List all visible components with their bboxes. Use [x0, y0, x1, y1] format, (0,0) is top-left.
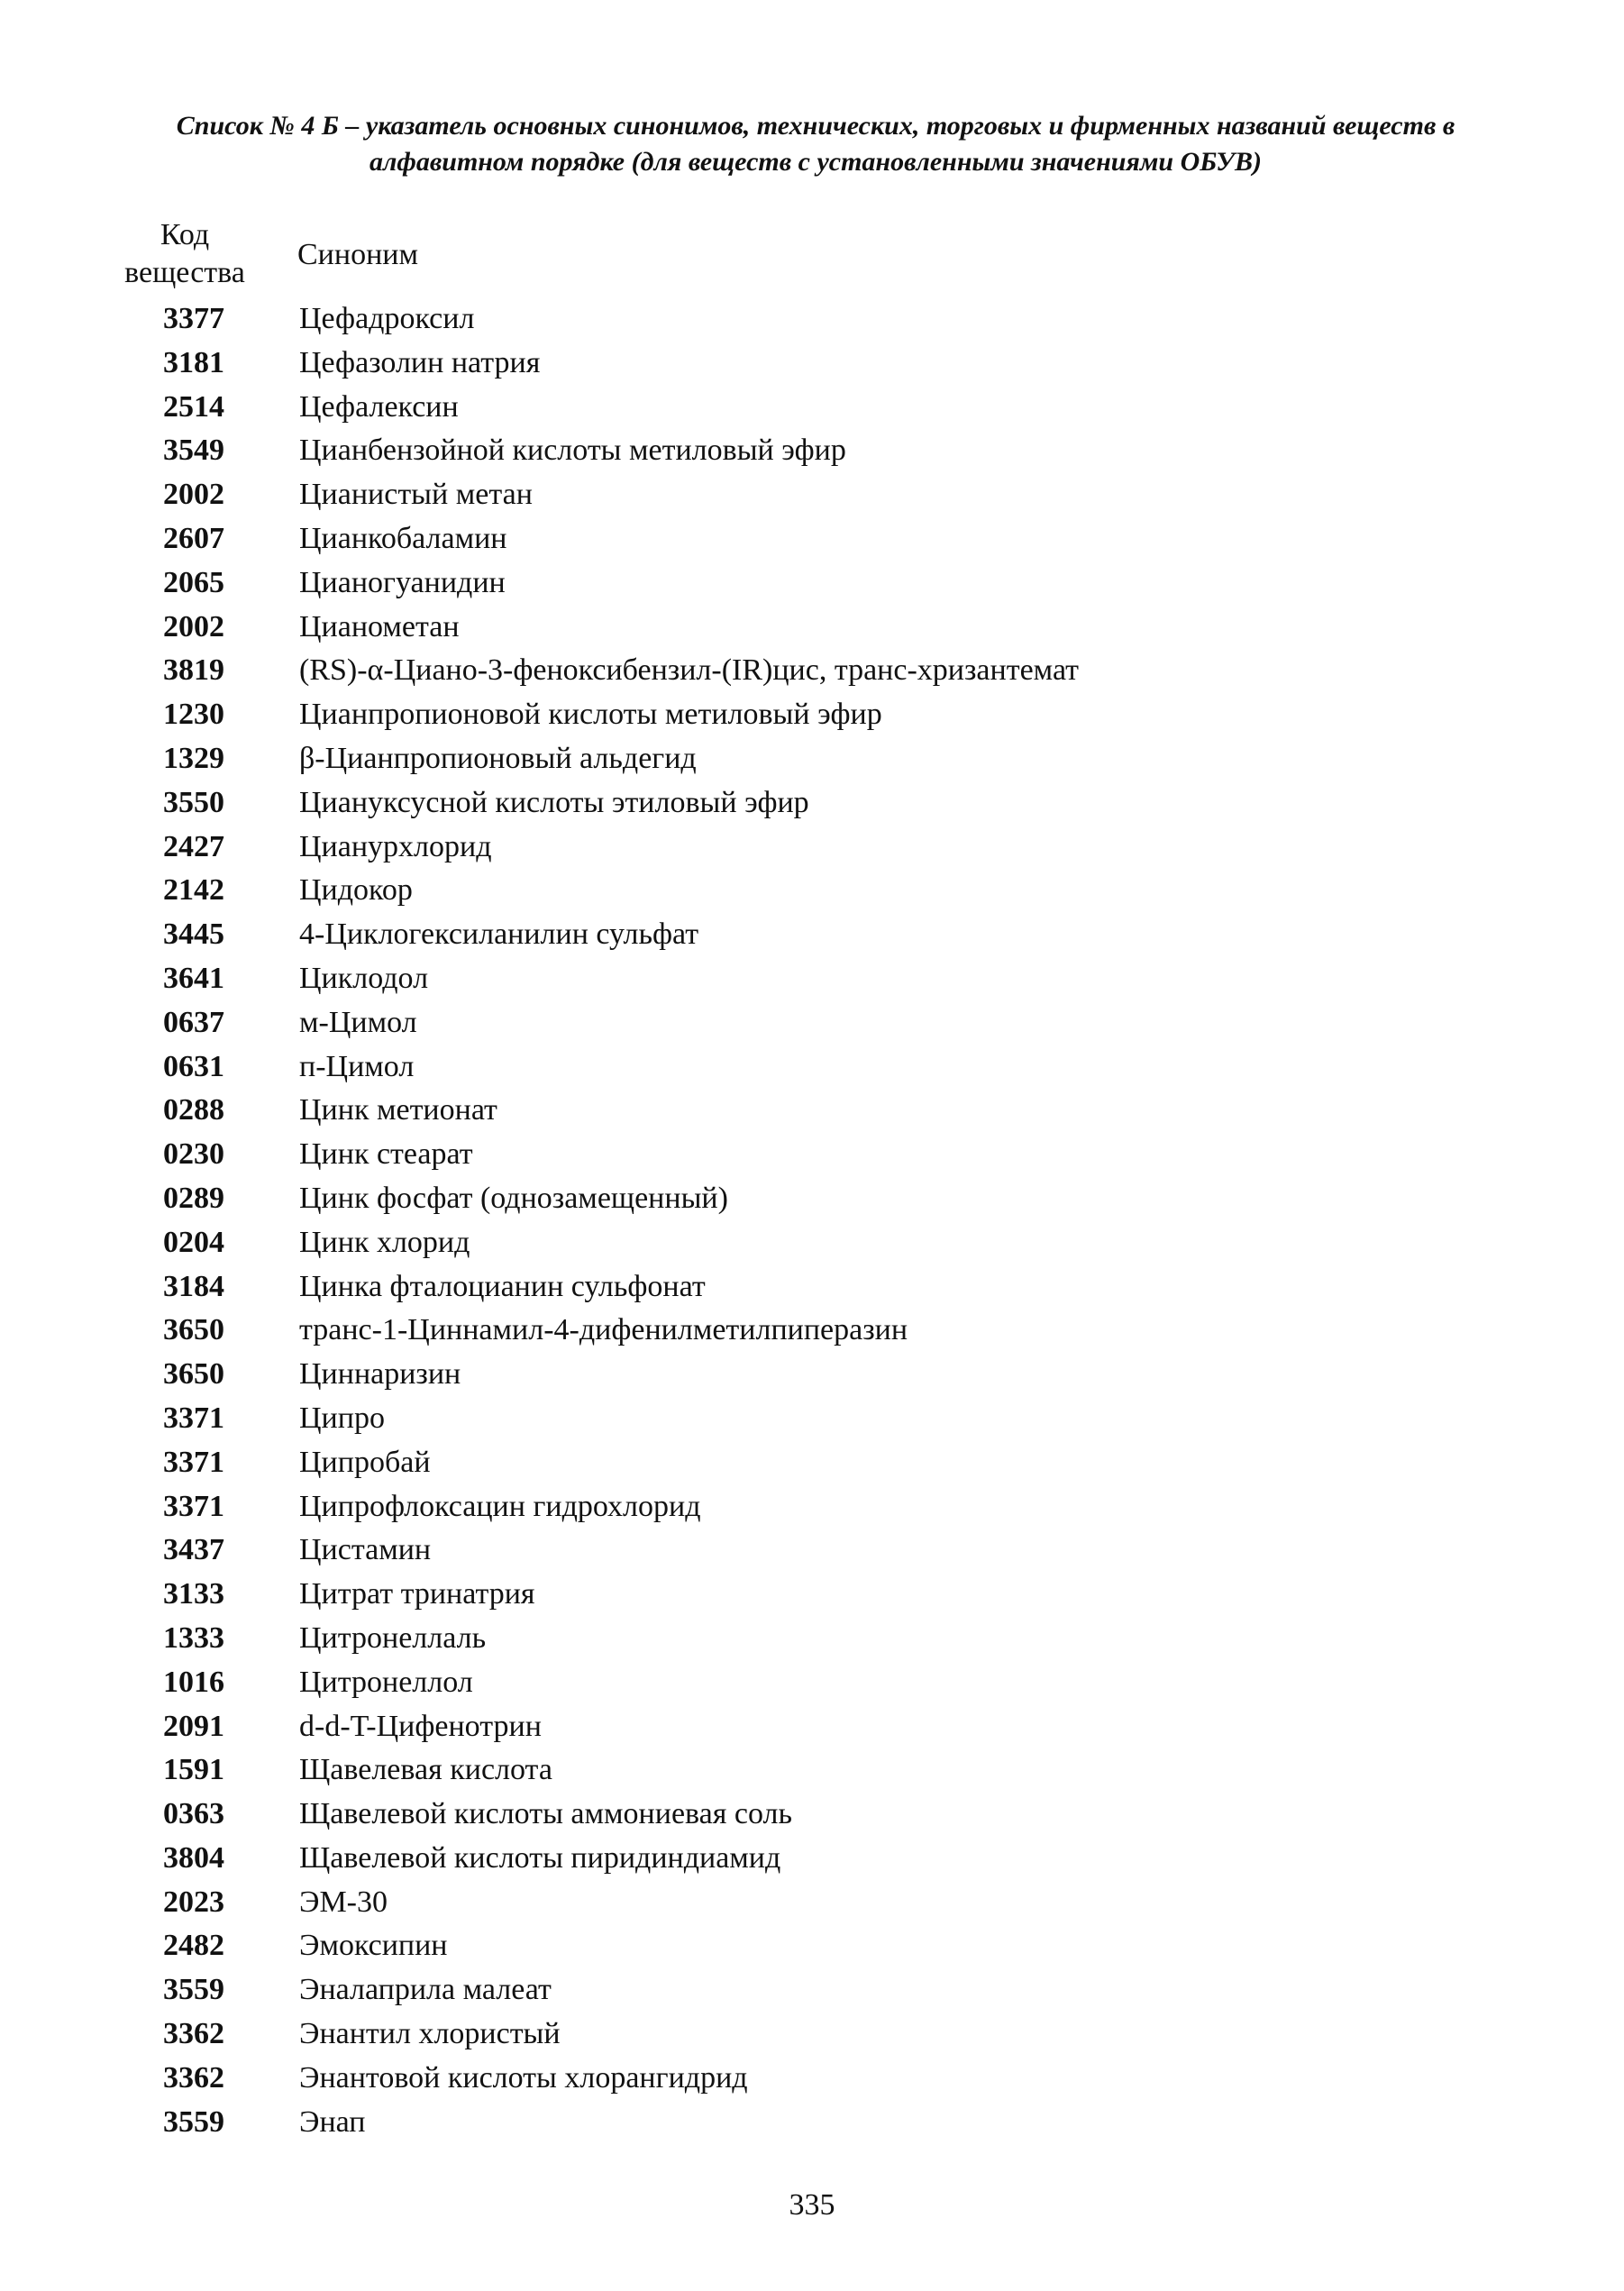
substance-code: 2427 — [163, 829, 224, 863]
synonym-name: м-Цимол — [299, 1005, 417, 1039]
substance-code: 3437 — [163, 1533, 224, 1567]
synonym-name: Щавелевая кислота — [299, 1753, 552, 1787]
synonym-name: (RS)-α-Циано-3-феноксибензил-(IR)цис, транс-хризантемат — [299, 653, 1080, 688]
table-row — [0, 1089, 1624, 1133]
synonym-name: Цидокор — [299, 873, 413, 908]
table-row — [0, 1265, 1624, 1310]
substance-code: 0204 — [163, 1225, 224, 1259]
column-header-code-line2: вещества — [124, 256, 245, 289]
synonym-name: Цистамин — [299, 1533, 432, 1567]
synonym-name: Эмоксипин — [299, 1929, 448, 1963]
table-row — [0, 1221, 1624, 1265]
table-row — [0, 2057, 1624, 2101]
table-row — [0, 1705, 1624, 1749]
synonym-name: Цианурхлорид — [299, 829, 492, 863]
table-row — [0, 1573, 1624, 1617]
table-row — [0, 826, 1624, 870]
table-row — [0, 2101, 1624, 2145]
table-row — [0, 1045, 1624, 1090]
table-row — [0, 2013, 1624, 2057]
synonym-name: Цинк хлорид — [299, 1225, 470, 1259]
synonym-name: транс-1-Циннамил-4-дифенилметилпиперазин — [299, 1313, 908, 1347]
table-row — [0, 297, 1624, 342]
table-row — [0, 561, 1624, 606]
substance-code: 3377 — [163, 302, 224, 335]
synonym-name: Энап — [299, 2104, 366, 2139]
synonym-name: β-Цианпропионовый альдегид — [299, 741, 697, 775]
synonym-name: п-Цимол — [299, 1049, 415, 1083]
substance-code: 3641 — [163, 961, 224, 995]
substance-code: 1329 — [163, 741, 224, 775]
table-row — [0, 473, 1624, 517]
table-row — [0, 1353, 1624, 1397]
substance-code: 3362 — [163, 2060, 224, 2095]
table-row — [0, 517, 1624, 561]
substance-code: 3133 — [163, 1577, 224, 1611]
table-row — [0, 1485, 1624, 1529]
substance-code: 3184 — [163, 1269, 224, 1303]
substance-code: 0631 — [163, 1049, 224, 1083]
substance-code: 3371 — [163, 1401, 224, 1435]
substance-code: 3804 — [163, 1840, 224, 1875]
table-row — [0, 1837, 1624, 1881]
table-row — [0, 869, 1624, 913]
substance-code: 2002 — [163, 478, 224, 512]
synonym-name: Цианпропионовой кислоты метиловый эфир — [299, 698, 882, 732]
synonym-name: Цинка фталоцианин сульфонат — [299, 1269, 706, 1303]
table-row — [0, 1177, 1624, 1221]
substance-code: 3559 — [163, 1973, 224, 2007]
synonym-name: Цитронеллаль — [299, 1620, 487, 1655]
substance-code: 2607 — [163, 521, 224, 555]
substance-code: 2514 — [163, 389, 224, 424]
synonym-name: Цефадроксил — [299, 302, 475, 335]
table-row — [0, 693, 1624, 737]
substance-code: 3549 — [163, 434, 224, 468]
substance-code: 2091 — [163, 1709, 224, 1743]
table-row — [0, 1881, 1624, 1925]
substance-code: 3550 — [163, 785, 224, 819]
substance-code: 3559 — [163, 2104, 224, 2139]
table-row — [0, 1617, 1624, 1661]
synonym-name: Цианистый метан — [299, 478, 533, 512]
table-row — [0, 1924, 1624, 1968]
substance-code: 0363 — [163, 1797, 224, 1831]
table-row — [0, 913, 1624, 957]
column-header-code-line1: Код — [160, 218, 210, 251]
table-row — [0, 606, 1624, 650]
table-row — [0, 1397, 1624, 1441]
synonym-name: 4-Циклогексиланилин сульфат — [299, 917, 699, 952]
synonym-name: ЭМ-30 — [299, 1885, 388, 1919]
substance-code: 0289 — [163, 1181, 224, 1215]
synonym-name: Энантовой кислоты хлорангидрид — [299, 2060, 748, 2095]
synonym-name: Циннаризин — [299, 1357, 461, 1392]
list-heading-line2: алфавитном порядке (для веществ с установленными значениями ОБУВ) — [369, 147, 1262, 177]
substance-code: 1230 — [163, 698, 224, 732]
table-row — [0, 1968, 1624, 2013]
synonym-name: Циклодол — [299, 961, 429, 995]
table-row — [0, 1661, 1624, 1705]
synonym-name: Цинк метионат — [299, 1093, 497, 1127]
synonym-name: Цефазолин натрия — [299, 345, 541, 379]
table-row — [0, 429, 1624, 473]
substance-code: 3371 — [163, 1445, 224, 1479]
synonym-name: Ципрофлоксацин гидрохлорид — [299, 1489, 701, 1523]
substance-code: 2482 — [163, 1929, 224, 1963]
synonym-name: Цинк стеарат — [299, 1137, 473, 1172]
substance-code: 3819 — [163, 653, 224, 688]
substance-code: 3362 — [163, 2017, 224, 2051]
substance-code: 1333 — [163, 1620, 224, 1655]
table-row — [0, 342, 1624, 386]
synonym-name: Эналаприла малеат — [299, 1973, 552, 2007]
synonym-name: Цинк фосфат (однозамещенный) — [299, 1181, 728, 1215]
synonym-name: Цианогуанидин — [299, 565, 506, 599]
column-header-code — [108, 216, 261, 292]
substance-code: 2023 — [163, 1885, 224, 1919]
column-header-synonym: Синоним — [297, 238, 418, 271]
table-row — [0, 1133, 1624, 1177]
synonym-name: Щавелевой кислоты аммониевая соль — [299, 1797, 792, 1831]
substance-code: 2002 — [163, 609, 224, 643]
synonym-name: Цитрат тринатрия — [299, 1577, 535, 1611]
substance-code: 3445 — [163, 917, 224, 952]
substance-code: 1016 — [163, 1665, 224, 1699]
substance-code: 3181 — [163, 345, 224, 379]
substance-code: 0288 — [163, 1093, 224, 1127]
substance-code: 1591 — [163, 1753, 224, 1787]
synonym-name: d-d-T-Цифенотрин — [299, 1709, 542, 1743]
substance-code: 2065 — [163, 565, 224, 599]
table-row — [0, 386, 1624, 430]
substance-code: 2142 — [163, 873, 224, 908]
synonym-name: Щавелевой кислоты пиридиндиамид — [299, 1840, 781, 1875]
synonym-name: Цианбензойной кислоты метиловый эфир — [299, 434, 846, 468]
table-row — [0, 1441, 1624, 1485]
substance-code: 3650 — [163, 1313, 224, 1347]
list-heading-line1: Список № 4 Б – указатель основных синонимов, технических, торговых и фирменных названий веществ в — [176, 111, 1455, 141]
table-row — [0, 1529, 1624, 1573]
synonym-name: Ципро — [299, 1401, 385, 1435]
synonym-name: Ципробай — [299, 1445, 431, 1479]
list-heading — [90, 108, 1541, 180]
substance-code: 3371 — [163, 1489, 224, 1523]
substance-code: 3650 — [163, 1357, 224, 1392]
table-row — [0, 957, 1624, 1001]
table-row — [0, 649, 1624, 693]
table-row — [0, 737, 1624, 781]
table-row — [0, 1748, 1624, 1793]
synonym-name: Циануксусной кислоты этиловый эфир — [299, 785, 809, 819]
substance-code: 0230 — [163, 1137, 224, 1172]
page-number: 335 — [789, 2188, 835, 2222]
table-row — [0, 1309, 1624, 1353]
table-row — [0, 1793, 1624, 1837]
table-row — [0, 781, 1624, 826]
synonym-name: Цианкобаламин — [299, 521, 507, 555]
substance-code: 0637 — [163, 1005, 224, 1039]
synonym-name: Цефалексин — [299, 389, 459, 424]
synonym-name: Цитронеллол — [299, 1665, 473, 1699]
table-row — [0, 1001, 1624, 1045]
synonym-name: Энантил хлористый — [299, 2017, 561, 2051]
synonym-name: Цианометан — [299, 609, 460, 643]
synonym-table — [0, 297, 1624, 2144]
